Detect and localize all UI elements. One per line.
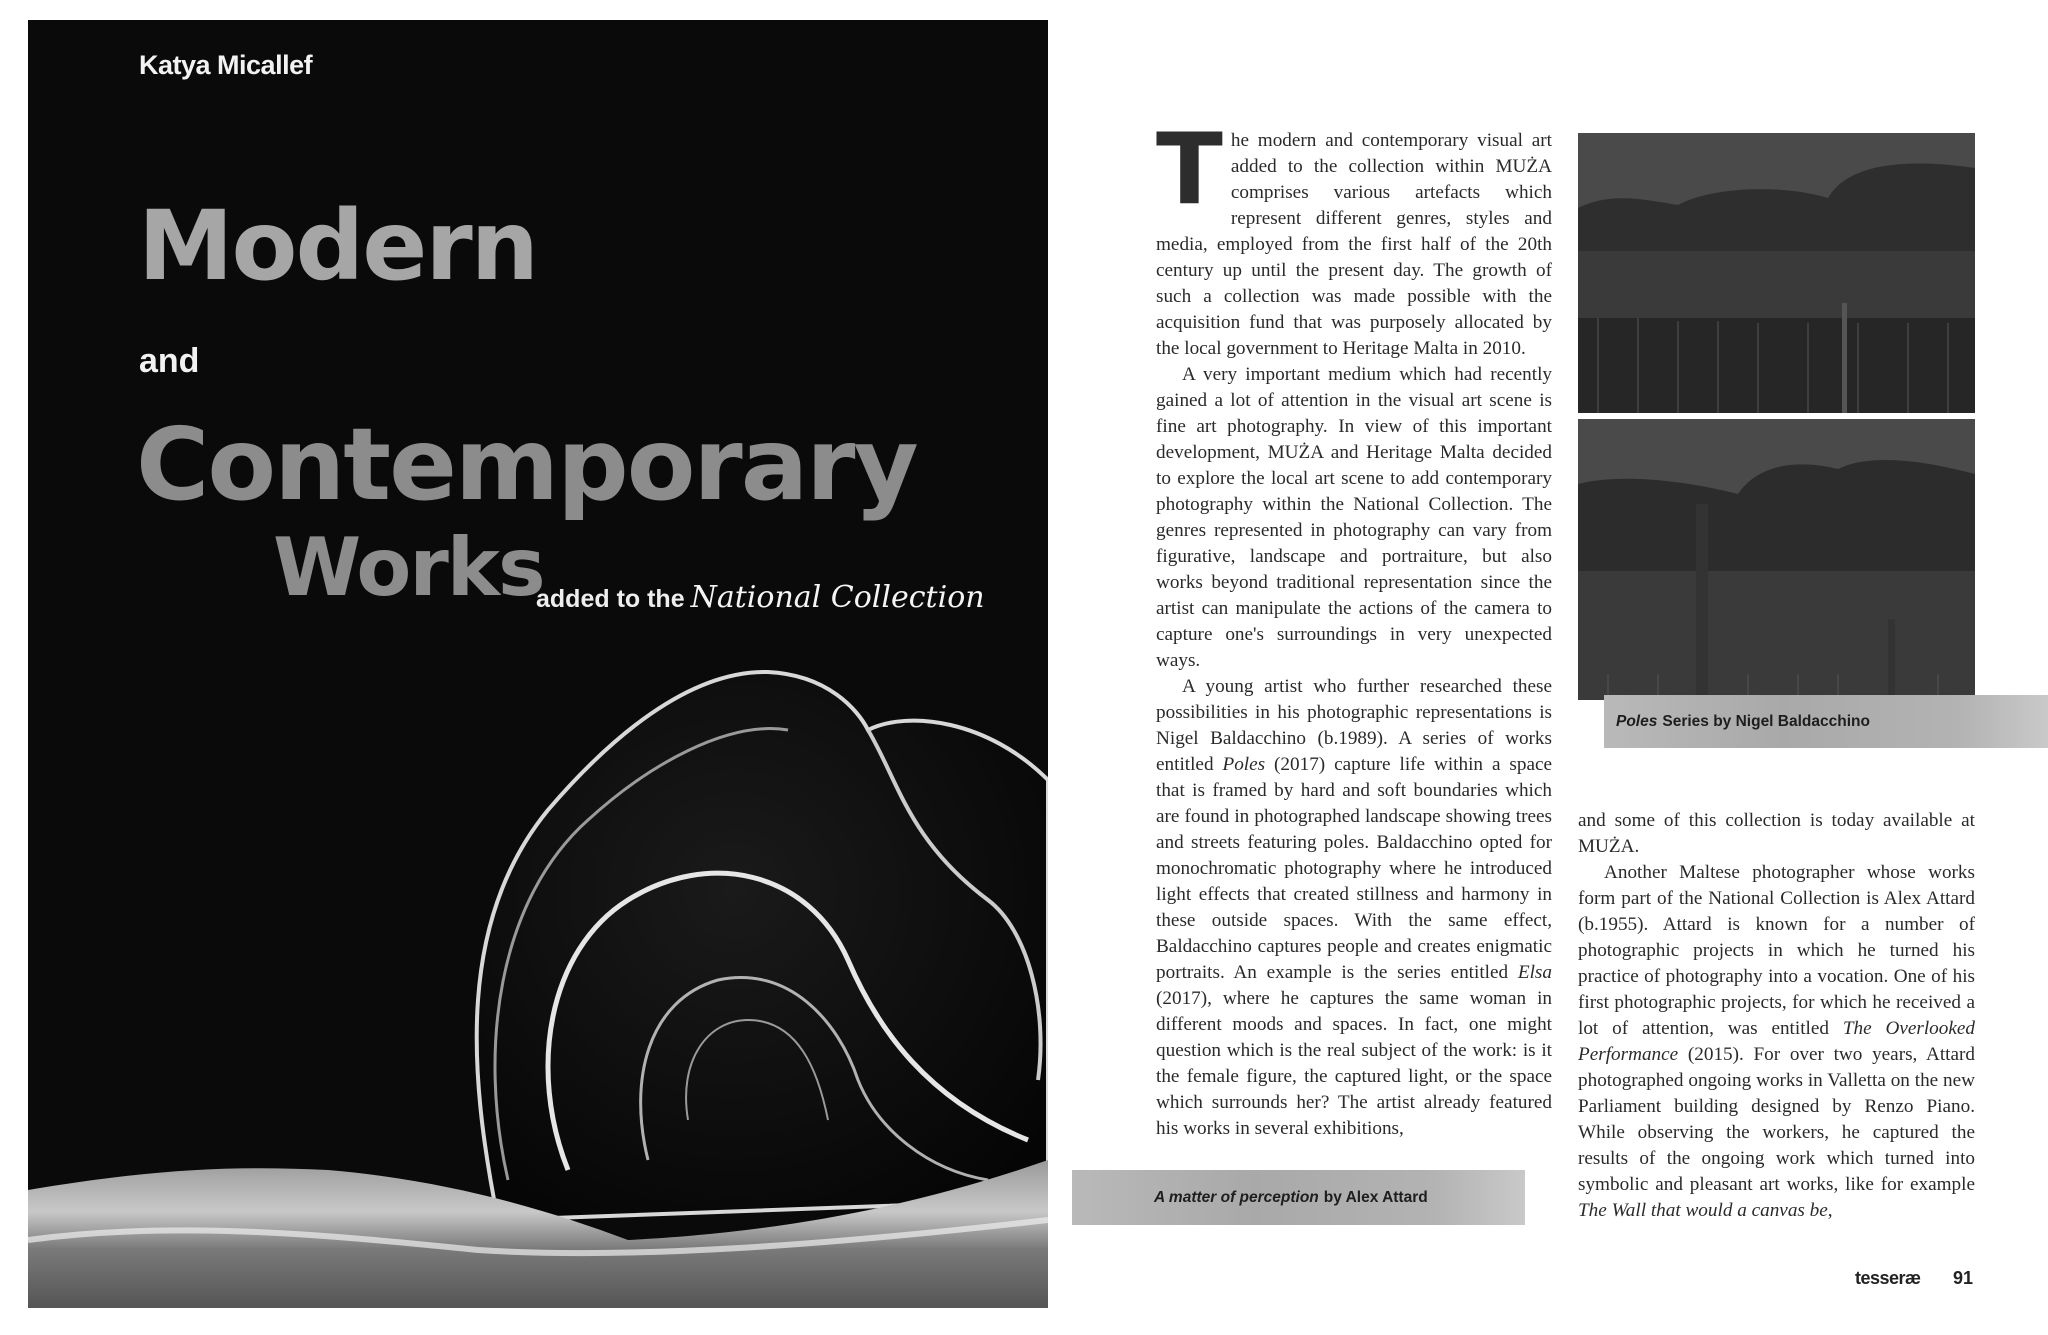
paragraph-1-text: he modern and contemporary visual art added to the collection within MUŻA comprises various artefacts which represent different genres, styles and media, employed from the first half of the 20th century up until the present day. The growth of such a collection was made possible with the acquisition fund that was purposely allocated by the local government to Heritage Malta in 2010. (1156, 130, 1552, 359)
caption-attard-title: A matter of perception (1154, 1188, 1319, 1206)
p5-title-wall: The Wall that would a canvas be (1578, 1200, 1828, 1221)
p5-text-b: (2015). For over two years, Attard photographed ongoing works in Valletta on the new Parliament building designed by Renzo Piano. While observing the workers, he captured the results of the ongoing work which turned into symbolic and pleasant art works, like for example (1578, 1044, 1975, 1195)
p5-title-overlooked: The Overlooked Performance (1578, 1018, 1975, 1065)
p3-text-a: A young artist who further researched these possibilities in his photographic representations is Nigel Baldacchino (b.1989). A series of works entitled (1156, 676, 1552, 775)
sculpture-body (477, 672, 1048, 1220)
poles-photo-1 (1578, 133, 1975, 413)
caption-poles-title: Poles (1616, 712, 1658, 730)
caption-attard (1072, 1170, 1525, 1225)
paragraph-5 (1578, 860, 1975, 1224)
article-column-middle (1156, 113, 1552, 1142)
title-and: and (139, 342, 200, 380)
poles-photo-2 (1578, 419, 1975, 700)
subtitle (536, 580, 985, 615)
landscape-image (1578, 419, 1975, 700)
paragraph-4: and some of this collection is today available at MUŻA. (1578, 810, 1975, 857)
p3-title-elsa: Elsa (1517, 962, 1552, 983)
title-works: Works (273, 521, 544, 614)
caption-poles (1604, 695, 2048, 748)
subtitle-prefix: added to the (536, 585, 685, 613)
caption-poles-credit: Series by Nigel Baldacchino (1662, 712, 1870, 730)
author-name: Katya Micallef (139, 50, 313, 80)
p3-title-poles: Poles (1222, 754, 1266, 775)
title-contemporary: Contemporary (136, 406, 917, 523)
cover-panel (28, 20, 1048, 1308)
title-modern: Modern (138, 190, 537, 302)
magazine-name: tesseræ (1855, 1268, 1921, 1288)
p3-text-b: (2017) capture life within a space that is framed by hard and soft boundaries which are found in photographed landscape showing trees and streets featuring poles. Baldacchino opted for monochromatic photography where he introduced light effects that created stillness and harmony in these outside spaces. With the same effect, Baldacchino captures people and creates enigmatic portraits. An example is the series entitled (1156, 754, 1552, 983)
subtitle-national-collection: National Collection (690, 580, 985, 615)
drop-cap: T (1156, 113, 1223, 227)
p5-text-c: , (1827, 1200, 1833, 1221)
p5-text-a: Another Maltese photographer whose works form part of the National Collection is Alex Attard (b.1955). Attard is known for a number of photographic projects in which he turned his practice of photography into a vocation. One of his first photographic projects, for which he received a lot of attention, was entitled (1578, 862, 1975, 1039)
article-column-right (1578, 808, 1975, 1224)
landscape-image (1578, 133, 1975, 413)
caption-attard-credit: by Alex Attard (1323, 1188, 1428, 1206)
paragraph-3 (1156, 674, 1552, 1142)
page-number: 91 (1953, 1268, 1974, 1288)
paragraph-2: A very important medium which had recently gained a lot of attention in the visual art scene is fine art photography. In view of this important development, MUŻA and Heritage Malta decided to explore the local art scene to add contemporary photography within the National Collection. The genres represented in photography can vary from figurative, landscape and portraiture, but also works beyond traditional representation since the artist can manipulate the actions of the camera to capture one's surroundings in very unexpected ways. (1156, 364, 1552, 671)
paragraph-1 (1156, 113, 1552, 362)
p3-text-c: (2017), where he captures the same woman in different moods and spaces. In fact, one might question which is the real subject of the work: is it the female figure, the captured light, or the space which surrounds her? The artist already featured his works in several exhibitions, (1156, 988, 1552, 1139)
